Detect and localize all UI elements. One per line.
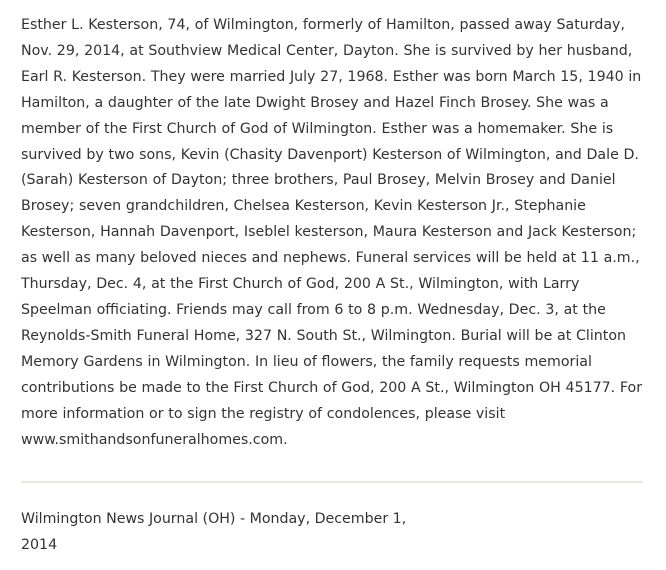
source-citation: Wilmington News Journal (OH) - Monday, December 1, 2014 bbox=[21, 511, 407, 553]
obituary-text: Esther L. Kesterson, 74, of Wilmington, formerly of Hamilton, passed away Saturday, Nov. 29, 2014, at Southview Medical Center, Dayton. She is survived by her husband, Earl R. Kesterson. They were married July 27, 1968. Esther was born March 15, 1940 in Hamilton, a daughter of the late Dwight Brosey and Hazel Finch Brosey. She was a member of the First Church of God of Wilmington. Esther was a homemaker. She is survived by two sons, Kevin (Chasity Davenport) Kesterson of Wilmington, and Dale D. (Sarah) Kesterson of Dayton; three brothers, Paul Brosey, Melvin Brosey and Daniel Brosey; seven grandchildren, Chelsea Kesterson, Kevin Kesterson Jr., Stephanie Kesterson, Hannah Davenport, Iseblel kesterson, Maura Kesterson and Jack Kesterson; as well as many beloved nieces and nephews. Funeral services will be held at 11 a.m., Thursday, Dec. 4, at the First Church of God, 200 A St., Wilmington, with Larry Speelman officiating. Friends may call from 6 to 8 p.m. Wednesday, Dec. 3, at the Reynolds-Smith Funeral Home, 327 N. South St., Wilmington. Burial will be at Clinton Memory Gardens in Wilmington. In lieu of flowers, the family requests memorial contributions be made to the First Church of God, 200 A St., Wilmington OH 45177. For more information or to sign the registry of condolences, please visit www.smithandsonfuneralhomes.com. bbox=[21, 17, 643, 448]
divider bbox=[21, 481, 643, 483]
